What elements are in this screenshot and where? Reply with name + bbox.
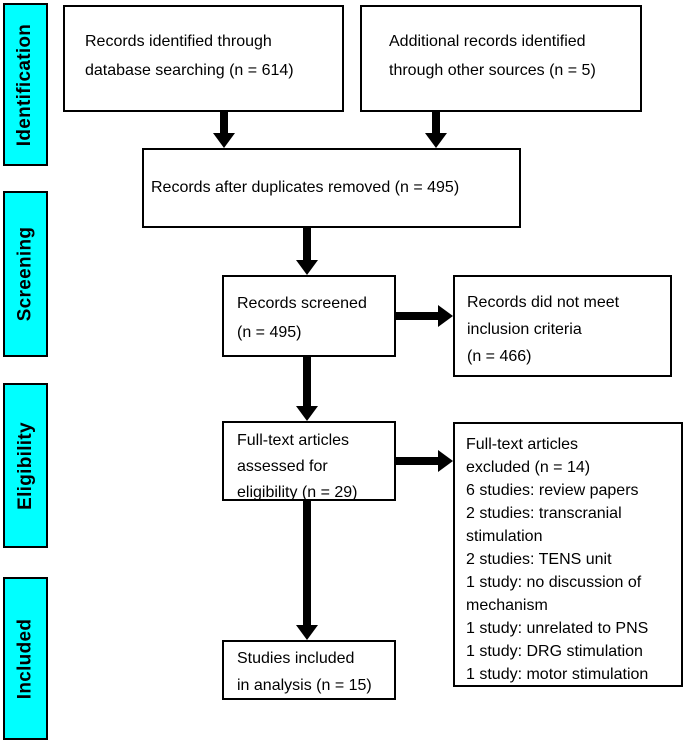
stage-label-screening-text: Screening <box>14 226 36 322</box>
arrow-right-head <box>438 305 453 327</box>
box-records-screened <box>222 275 396 357</box>
box-additional-records <box>360 5 642 112</box>
box-text-line: mechanism <box>466 597 548 614</box>
arrow-shaft <box>432 112 440 133</box>
box-text-line: 1 study: motor stimulation <box>466 666 649 683</box>
box-text-line: through other sources (n = 5) <box>389 62 596 79</box>
stage-label-eligibility-text: Eligibility <box>14 421 36 510</box>
stage-label-included <box>3 577 48 740</box>
additional-to-duplicates-arrow <box>425 112 447 148</box>
stage-label-included-text: Included <box>14 618 36 699</box>
box-records-not-meeting-criteria <box>453 275 672 377</box>
arrow-down-head <box>296 625 318 640</box>
box-text-line: inclusion criteria <box>467 321 582 338</box>
arrow-right-head <box>438 450 453 472</box>
box-text-line: 1 study: DRG stimulation <box>466 643 643 660</box>
box-text-line: Studies included <box>237 650 355 667</box>
stage-label-identification <box>3 3 48 166</box>
box-text-line: excluded (n = 14) <box>466 459 591 476</box>
arrow-shaft <box>303 357 311 406</box>
stage-label-identification-text: Identification <box>14 23 36 146</box>
arrow-down-head <box>425 133 447 148</box>
box-text-line: 2 studies: transcranial <box>466 505 622 522</box>
box-text-line: Records screened <box>237 295 367 312</box>
stage-label-screening <box>3 191 48 357</box>
arrow-shaft <box>220 112 228 133</box>
box-text-line: (n = 495) <box>237 324 302 341</box>
arrow-shaft <box>303 501 311 625</box>
box-text-line: Full-text articles <box>237 432 350 449</box>
box-text-line: 1 study: no discussion of <box>466 574 642 591</box>
box-records-identified <box>63 5 344 112</box>
stage-label-eligibility <box>3 383 48 548</box>
box-text-line: in analysis (n = 15) <box>237 677 372 694</box>
screened-to-assessed-arrow <box>296 357 318 421</box>
box-text-line: database searching (n = 614) <box>85 62 294 79</box>
box-text-line: Records after duplicates removed (n = 495) <box>151 179 460 196</box>
box-text-line: Records identified through <box>85 33 272 50</box>
arrow-shaft <box>396 312 438 320</box>
box-text-line: Full-text articles <box>466 436 579 453</box>
box-text-line: Additional records identified <box>389 33 586 50</box>
assessed-to-excluded-arrow <box>396 450 453 472</box>
arrow-down-head <box>296 406 318 421</box>
arrow-down-head <box>213 133 235 148</box>
box-text-line: (n = 466) <box>467 348 532 365</box>
duplicates-to-screened-arrow <box>296 228 318 275</box>
arrow-shaft <box>396 457 438 465</box>
arrow-shaft <box>303 228 311 260</box>
box-text-line: assessed for <box>237 458 328 475</box>
box-duplicates-removed <box>142 148 521 228</box>
box-fulltext-excluded <box>453 422 683 687</box>
box-fulltext-assessed <box>222 421 396 501</box>
box-text-line: 2 studies: TENS unit <box>466 551 612 568</box>
identified-to-duplicates-arrow <box>213 112 235 148</box>
box-text-line: 1 study: unrelated to PNS <box>466 620 649 637</box>
box-text-line: Records did not meet <box>467 294 620 311</box>
box-studies-included <box>222 640 396 700</box>
screened-to-notmeet-arrow <box>396 305 453 327</box>
box-text-line: eligibility (n = 29) <box>237 484 358 501</box>
assessed-to-included-arrow <box>296 501 318 640</box>
box-text-line: stimulation <box>466 528 543 545</box>
arrow-down-head <box>296 260 318 275</box>
box-text-line: 6 studies: review papers <box>466 482 639 499</box>
